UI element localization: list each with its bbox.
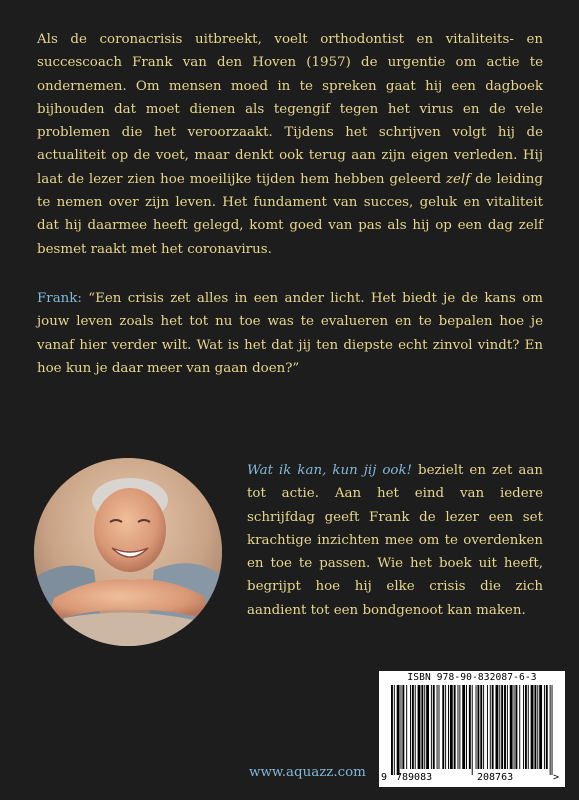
barcode-bar bbox=[433, 685, 435, 769]
barcode-bars bbox=[383, 685, 561, 775]
barcode-bar bbox=[514, 685, 515, 769]
barcode-bar bbox=[499, 685, 500, 769]
barcode-bar bbox=[523, 685, 524, 769]
isbn-label: ISBN 978-90-832087-6-3 bbox=[407, 672, 537, 683]
author-photo bbox=[34, 458, 222, 646]
isbn-digit-end: > bbox=[553, 772, 560, 783]
barcode-bar bbox=[476, 685, 477, 769]
barcode-bar bbox=[445, 685, 446, 769]
isbn-digit-first: 9 bbox=[381, 772, 388, 783]
barcode-bar bbox=[421, 685, 423, 769]
barcode-bar bbox=[415, 685, 416, 769]
barcode-bar bbox=[402, 685, 404, 769]
barcode-bar bbox=[454, 685, 456, 769]
isbn-barcode bbox=[379, 671, 565, 787]
barcode-bar bbox=[483, 685, 484, 769]
barcode-bar bbox=[426, 685, 429, 769]
book-description bbox=[37, 28, 543, 261]
author-portrait-image bbox=[34, 458, 222, 646]
description-text: Als de coronacrisis uitbreekt, voelt orthodontist en vitaliteits- en succescoach Frank van den Hoven (1957) de urgentie om actie te ondernemen. Om mensen moed in te spreken gaat hij een dagboek bijhouden dat moet dienen als tegengif tegen het virus en de vele problemen die het veroorzaakt. Tijdens het schrijven volgt hij de actualiteit op de voet, maar denkt ook terug aan zijn eigen verleden. Hij laat de lezer zien hoe moeilijke tijden hem hebben geleerd bbox=[37, 32, 543, 187]
blurb-text: bezielt en zet aan tot actie. Aan het eind van iedere schrijfdag geeft Frank de lezer een set krachtige inzichten mee om te overdenken en toe te passen. Wie het boek uit heeft, begrijpt hoe hij elke crisis die zich aandient tot een bondgenoot kan maken. bbox=[247, 463, 543, 618]
barcode-bar bbox=[504, 685, 506, 769]
barcode-bar bbox=[406, 685, 407, 769]
isbn-digit-group-1: 789083 bbox=[396, 772, 433, 783]
quote-speaker: Frank: bbox=[37, 291, 82, 306]
barcode-bar bbox=[480, 685, 482, 769]
barcode-bar bbox=[537, 685, 538, 769]
barcode-bar bbox=[528, 685, 529, 769]
barcode-bar bbox=[544, 685, 545, 769]
barcode-bar bbox=[477, 685, 479, 769]
barcode-bar bbox=[412, 685, 414, 769]
description-emphasis: zelf bbox=[445, 171, 471, 187]
barcode-bar bbox=[458, 685, 459, 769]
barcode-bar bbox=[487, 685, 488, 769]
barcode-bar bbox=[501, 685, 503, 769]
barcode-bar bbox=[510, 685, 513, 769]
barcode-bar bbox=[418, 685, 421, 769]
barcode-bar bbox=[401, 685, 402, 769]
description-text-end: de leiding te nemen over zijn leven. Het fundament van succes, geluk en vitaliteit dat hij daarmee heeft gelegd, komt goed van pas als hij op een dag zelf besmet raakt met het coronavirus. bbox=[37, 171, 543, 257]
barcode-bar bbox=[439, 685, 440, 769]
quote-text: “Een crisis zet alles in een ander licht. Het biedt je de kans om jouw leven zoals het tot nu toe was te evalueren en te bepalen hoe je vanaf hier verder wilt. Wat is het dat jij ten diepste echt zinvol vindt? En hoe kun je daar meer van gaan doen?” bbox=[37, 291, 543, 376]
barcode-bar bbox=[515, 685, 517, 769]
barcode-bar bbox=[394, 685, 395, 775]
barcode-bar bbox=[391, 685, 393, 775]
barcode-bar bbox=[397, 685, 400, 775]
barcode-bar bbox=[462, 685, 465, 769]
barcode-bar bbox=[507, 685, 508, 769]
barcode-bar bbox=[546, 685, 548, 769]
barcode-bar bbox=[459, 685, 460, 769]
barcode-bar bbox=[431, 685, 432, 769]
barcode-bar bbox=[531, 685, 534, 769]
barcode-bar bbox=[490, 685, 491, 769]
barcode-bar bbox=[437, 685, 438, 769]
isbn-digit-group-2: 208763 bbox=[477, 772, 514, 783]
barcode-bar bbox=[534, 685, 536, 769]
barcode-bar bbox=[442, 685, 444, 769]
author-quote bbox=[37, 287, 543, 380]
barcode-bar bbox=[472, 685, 473, 775]
barcode-bar bbox=[519, 685, 520, 769]
description-paragraph bbox=[37, 28, 543, 261]
publisher-website: www.aquazz.com bbox=[249, 765, 366, 780]
barcode-bar bbox=[539, 685, 542, 769]
barcode-bar bbox=[466, 685, 467, 769]
blurb-paragraph bbox=[247, 459, 543, 622]
barcode-bar bbox=[550, 685, 551, 775]
barcode-bar bbox=[410, 685, 411, 769]
barcode-bar bbox=[424, 685, 425, 769]
barcode-bar bbox=[469, 685, 471, 769]
barcode-bar bbox=[525, 685, 527, 769]
book-blurb bbox=[247, 459, 543, 622]
barcode-bar bbox=[448, 685, 449, 769]
barcode-bar bbox=[496, 685, 499, 769]
book-title: Wat ik kan, kun jij ook! bbox=[247, 463, 412, 478]
quote-paragraph bbox=[37, 287, 543, 380]
barcode-bar bbox=[492, 685, 494, 769]
barcode-bar bbox=[450, 685, 453, 769]
barcode-bar bbox=[552, 685, 553, 775]
